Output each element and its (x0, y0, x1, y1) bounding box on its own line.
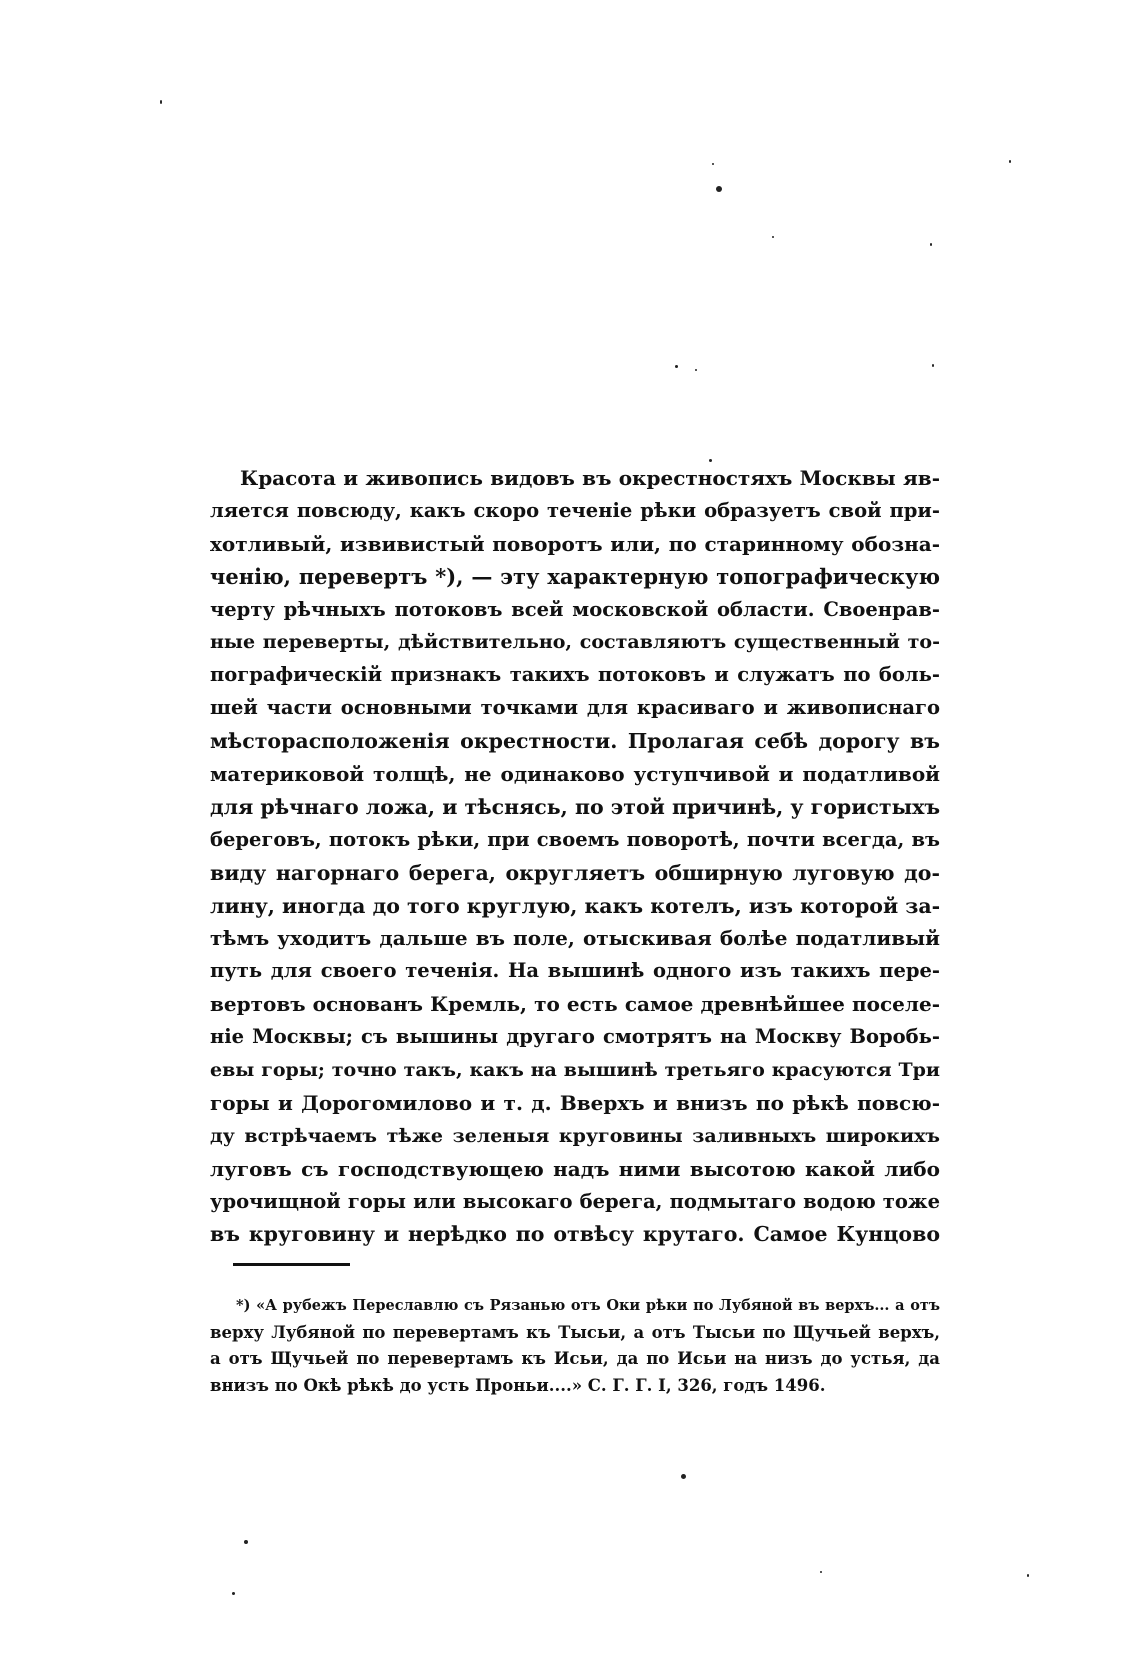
scan-speck (1027, 1574, 1029, 1577)
text-line: ду встрѣчаемъ тѣже зеленыя круговины заливныхъ широкихъ (210, 1124, 940, 1147)
scan-speck (232, 1592, 235, 1595)
scan-speck (930, 243, 932, 246)
text-line: урочищной горы или высокаго берега, подмытаго водою тоже (210, 1189, 940, 1213)
text-line: ченію, перевертъ *), — эту характерную топографическую (210, 563, 940, 589)
text-line: Красота и живопись видовъ въ окрестностяхъ Москвы яв- (240, 466, 940, 490)
text-line: черту рѣчныхъ потоковъ всей московской области. Своенрав- (210, 597, 940, 621)
text-line: вертовъ основанъ Кремль, то есть самое древнѣйшее поселе- (210, 992, 940, 1017)
text-line: путь для своего теченія. На вышинѣ одного изъ такихъ пере- (210, 959, 940, 983)
scan-speck (709, 459, 712, 462)
scan-speck (772, 236, 774, 238)
text-line: мѣсторасположенія окрестности. Пролагая себѣ дорогу въ (210, 729, 940, 754)
text-line: лину, иногда до того круглую, какъ котелъ, изъ которой за- (210, 893, 941, 918)
footnote-separator (233, 1263, 350, 1266)
footnote-line: верху Лубяной по перевертамъ къ Тысьи, а отъ Тысьи по Щучьей верхъ, (210, 1322, 940, 1342)
text-line: горы и Дорогомилово и т. д. Вверхъ и внизъ по рѣкѣ повсю- (210, 1090, 940, 1115)
text-line: ные переверты, дѣйствительно, составляютъ существенный то- (210, 631, 940, 654)
text-line: шей части основными точками для красиваго и живописнаго (210, 696, 940, 720)
footnote (210, 1293, 940, 1400)
scan-speck (1009, 160, 1011, 163)
footnote-line: *) «А рубежъ Переславлю съ Рязанью отъ Оки рѣки по Лубяной въ верхъ... а отъ (236, 1297, 940, 1314)
main-paragraph (210, 462, 940, 1251)
scan-speck (820, 1571, 822, 1573)
scan-speck (695, 369, 697, 371)
text-line: тѣмъ уходитъ дальше въ поле, отыскивая болѣе податливый (210, 926, 940, 951)
text-line: евы горы; точно такъ, какъ на вышинѣ третьяго красуются Три (210, 1059, 940, 1082)
text-line: материковой толщѣ, не одинаково уступчивой и податливой (210, 762, 940, 787)
text-line: пографическій признакъ такихъ потоковъ и служатъ по боль- (210, 663, 940, 687)
text-line: въ круговину и нерѣдко по отвѣсу крутаго. Самое Кунцово (210, 1222, 940, 1247)
scan-speck (712, 163, 714, 165)
footnote-line: внизъ по Окѣ рѣкѣ до усть Проньи....» С. Г. Г. I, 326, годъ 1496. (210, 1376, 826, 1396)
scan-speck (932, 364, 934, 367)
scan-speck (244, 1540, 248, 1544)
text-line: для рѣчнаго ложа, и тѣснясь, по этой причинѣ, у гористыхъ (210, 794, 941, 819)
text-line: виду нагорнаго берега, округляетъ обширную луговую до- (210, 860, 940, 885)
footnote-line: а отъ Щучьей по перевертамъ къ Исьи, да по Исьи на низъ до устья, да (210, 1349, 940, 1369)
scan-speck (681, 1474, 686, 1479)
text-line: ніе Москвы; съ вышины другаго смотрятъ на Москву Воробь- (210, 1025, 940, 1049)
text-line: хотливый, извивистый поворотъ или, по старинному обозна- (210, 531, 940, 556)
scan-speck (160, 100, 162, 104)
text-line: ляется повсюду, какъ скоро теченіе рѣки образуетъ свой при- (210, 498, 940, 522)
scan-speck (675, 365, 678, 368)
scan-speck (716, 186, 722, 192)
text-line: береговъ, потокъ рѣки, при своемъ поворотѣ, почти всегда, въ (210, 827, 940, 851)
text-line: луговъ съ господствующею надъ ними высотою какой либо (210, 1156, 940, 1181)
